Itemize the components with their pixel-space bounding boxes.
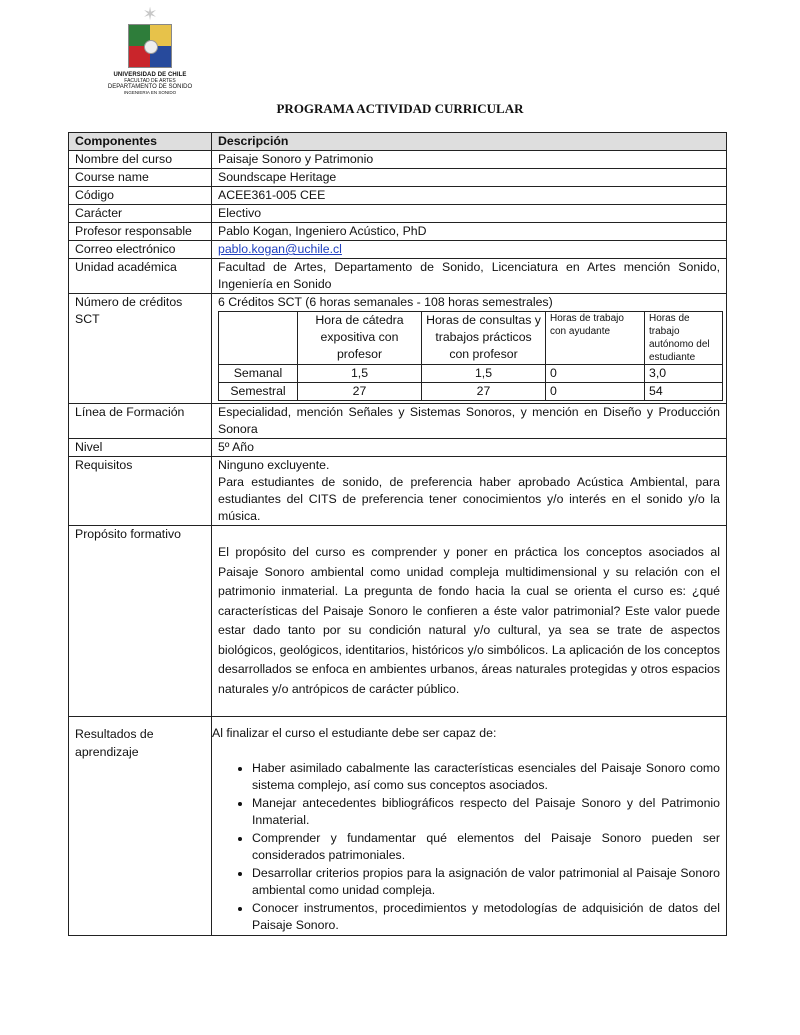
course-name-value: Paisaje Sonoro y Patrimonio (212, 151, 727, 169)
credits-header-row: Hora de cátedra expositiva con profesor Horas de consultas y trabajos prácticos con profesor Horas de trabajo con ayudante Horas de trabajo autónomo del estudiante (219, 312, 723, 365)
table-row (69, 457, 727, 526)
university-logo (104, 6, 196, 95)
level-value: 5º Año (212, 439, 727, 457)
table-row (69, 294, 727, 404)
table-row (69, 259, 727, 294)
table-row (69, 169, 727, 187)
row-label: Resultados de aprendizaje (69, 717, 212, 936)
curriculum-table (68, 132, 727, 936)
row-label: Carácter (69, 205, 212, 223)
table-row (69, 241, 727, 259)
training-line-value: Especialidad, mención Señales y Sistemas Sonoros, y mención en Diseño y Producción Sonora (212, 404, 727, 439)
row-label: Correo electrónico (69, 241, 212, 259)
row-label: Código (69, 187, 212, 205)
table-row (69, 526, 727, 717)
table-row (69, 205, 727, 223)
table-row (69, 223, 727, 241)
list-item: • Desarrollar criterios propios para la asignación de valor patrimonial al Paisaje Sonoro ambiental como unidad compleja. (252, 865, 720, 900)
course-name-en-value: Soundscape Heritage (212, 169, 727, 187)
list-item: • Haber asimilado cabalmente las características esenciales del Paisaje Sonoro como sistema complejo, así como sus conceptos asociados. (252, 760, 720, 795)
row-label: Línea de Formación (69, 404, 212, 439)
table-row (69, 717, 727, 936)
character-value: Electivo (212, 205, 727, 223)
logo-faculty: FACULTAD DE ARTES (124, 78, 176, 84)
header-descripcion: Descripción (212, 133, 727, 151)
results-intro: Al finalizar el curso el estudiante debe ser capaz de: (212, 726, 497, 740)
row-label: Unidad académica (69, 259, 212, 294)
requirements-line1: Ninguno excluyente. (218, 458, 330, 472)
academic-unit-value: Facultad de Artes, Departamento de Sonido, Licenciatura en Artes mención Sonido, Ingeniería en Sonido (212, 259, 727, 294)
list-item: • Manejar antecedentes bibliográficos respecto del Paisaje Sonoro y del Patrimonio Inmaterial. (252, 795, 720, 830)
university-crest-icon (128, 4, 172, 68)
row-label: Profesor responsable (69, 223, 212, 241)
table-row (69, 151, 727, 169)
row-label: Nivel (69, 439, 212, 457)
row-label: Requisitos (69, 457, 212, 526)
credits-summary: 6 Créditos SCT (6 horas semanales - 108 horas semestrales) (218, 295, 553, 309)
course-code-value: ACEE361-005 CEE (212, 187, 727, 205)
credits-row-semestral: Semestral 27 27 0 54 (219, 383, 723, 401)
professor-value: Pablo Kogan, Ingeniero Acústico, PhD (212, 223, 727, 241)
table-row (69, 439, 727, 457)
list-item: • Conocer instrumentos, procedimientos y metodologías de adquisición de datos del Paisaje Sonoro. (252, 900, 720, 935)
row-label: Propósito formativo (69, 526, 212, 717)
table-row (69, 404, 727, 439)
table-row (69, 187, 727, 205)
logo-program: INGENIERIA EN SONIDO (123, 90, 177, 95)
purpose-value: El propósito del curso es comprender y poner en práctica los conceptos asociados al Paisaje Sonoro ambiental como unidad compleja multidimensional y su relación con el patrimonio inmaterial. La pregunta de fondo hacia la cual se orienta el curso es: ¿qué características del Paisaje Sonoro le confieren a éste valor patrimonial? Este valor puede estar dado tanto por su condición natural y/o cultural, ya sea se trate de aspectos biológicos, geológicos, identitarios, históricos y/o simbólicos. La aplicación de los conceptos desarrollados se enfoca en ambientes urbanos, áreas naturales protegidas y otros espacios naturales y/o antrópicos de carácter público. (212, 526, 727, 717)
star-icon: ✶ (142, 4, 158, 24)
email-link[interactable]: pablo.kogan@uchile.cl (218, 242, 342, 256)
requirements-line2: Para estudiantes de sonido, de preferencia haber aprobado Acústica Ambiental, para estudiantes del CITS de preferencia tener conocimientos y/o interés en el sonido y/o la música. (218, 475, 720, 523)
results-list (212, 760, 720, 935)
table-header-row (69, 133, 727, 151)
document-title: PROGRAMA ACTIVIDAD CURRICULAR (276, 101, 524, 116)
credits-row-semanal: Semanal 1,5 1,5 0 3,0 (219, 365, 723, 383)
list-item: • Comprender y fundamentar qué elementos del Paisaje Sonoro pueden ser considerados patrimoniales. (252, 830, 720, 865)
row-label: Course name (69, 169, 212, 187)
header-componentes: Componentes (69, 133, 212, 151)
credits-hours-table (218, 311, 723, 401)
logo-department: DEPARTAMENTO DE SONIDO (107, 84, 193, 90)
row-label: Nombre del curso (69, 151, 212, 169)
logo-institution: UNIVERSIDAD DE CHILE (113, 72, 187, 78)
row-label: Número de créditos SCT (69, 294, 212, 404)
